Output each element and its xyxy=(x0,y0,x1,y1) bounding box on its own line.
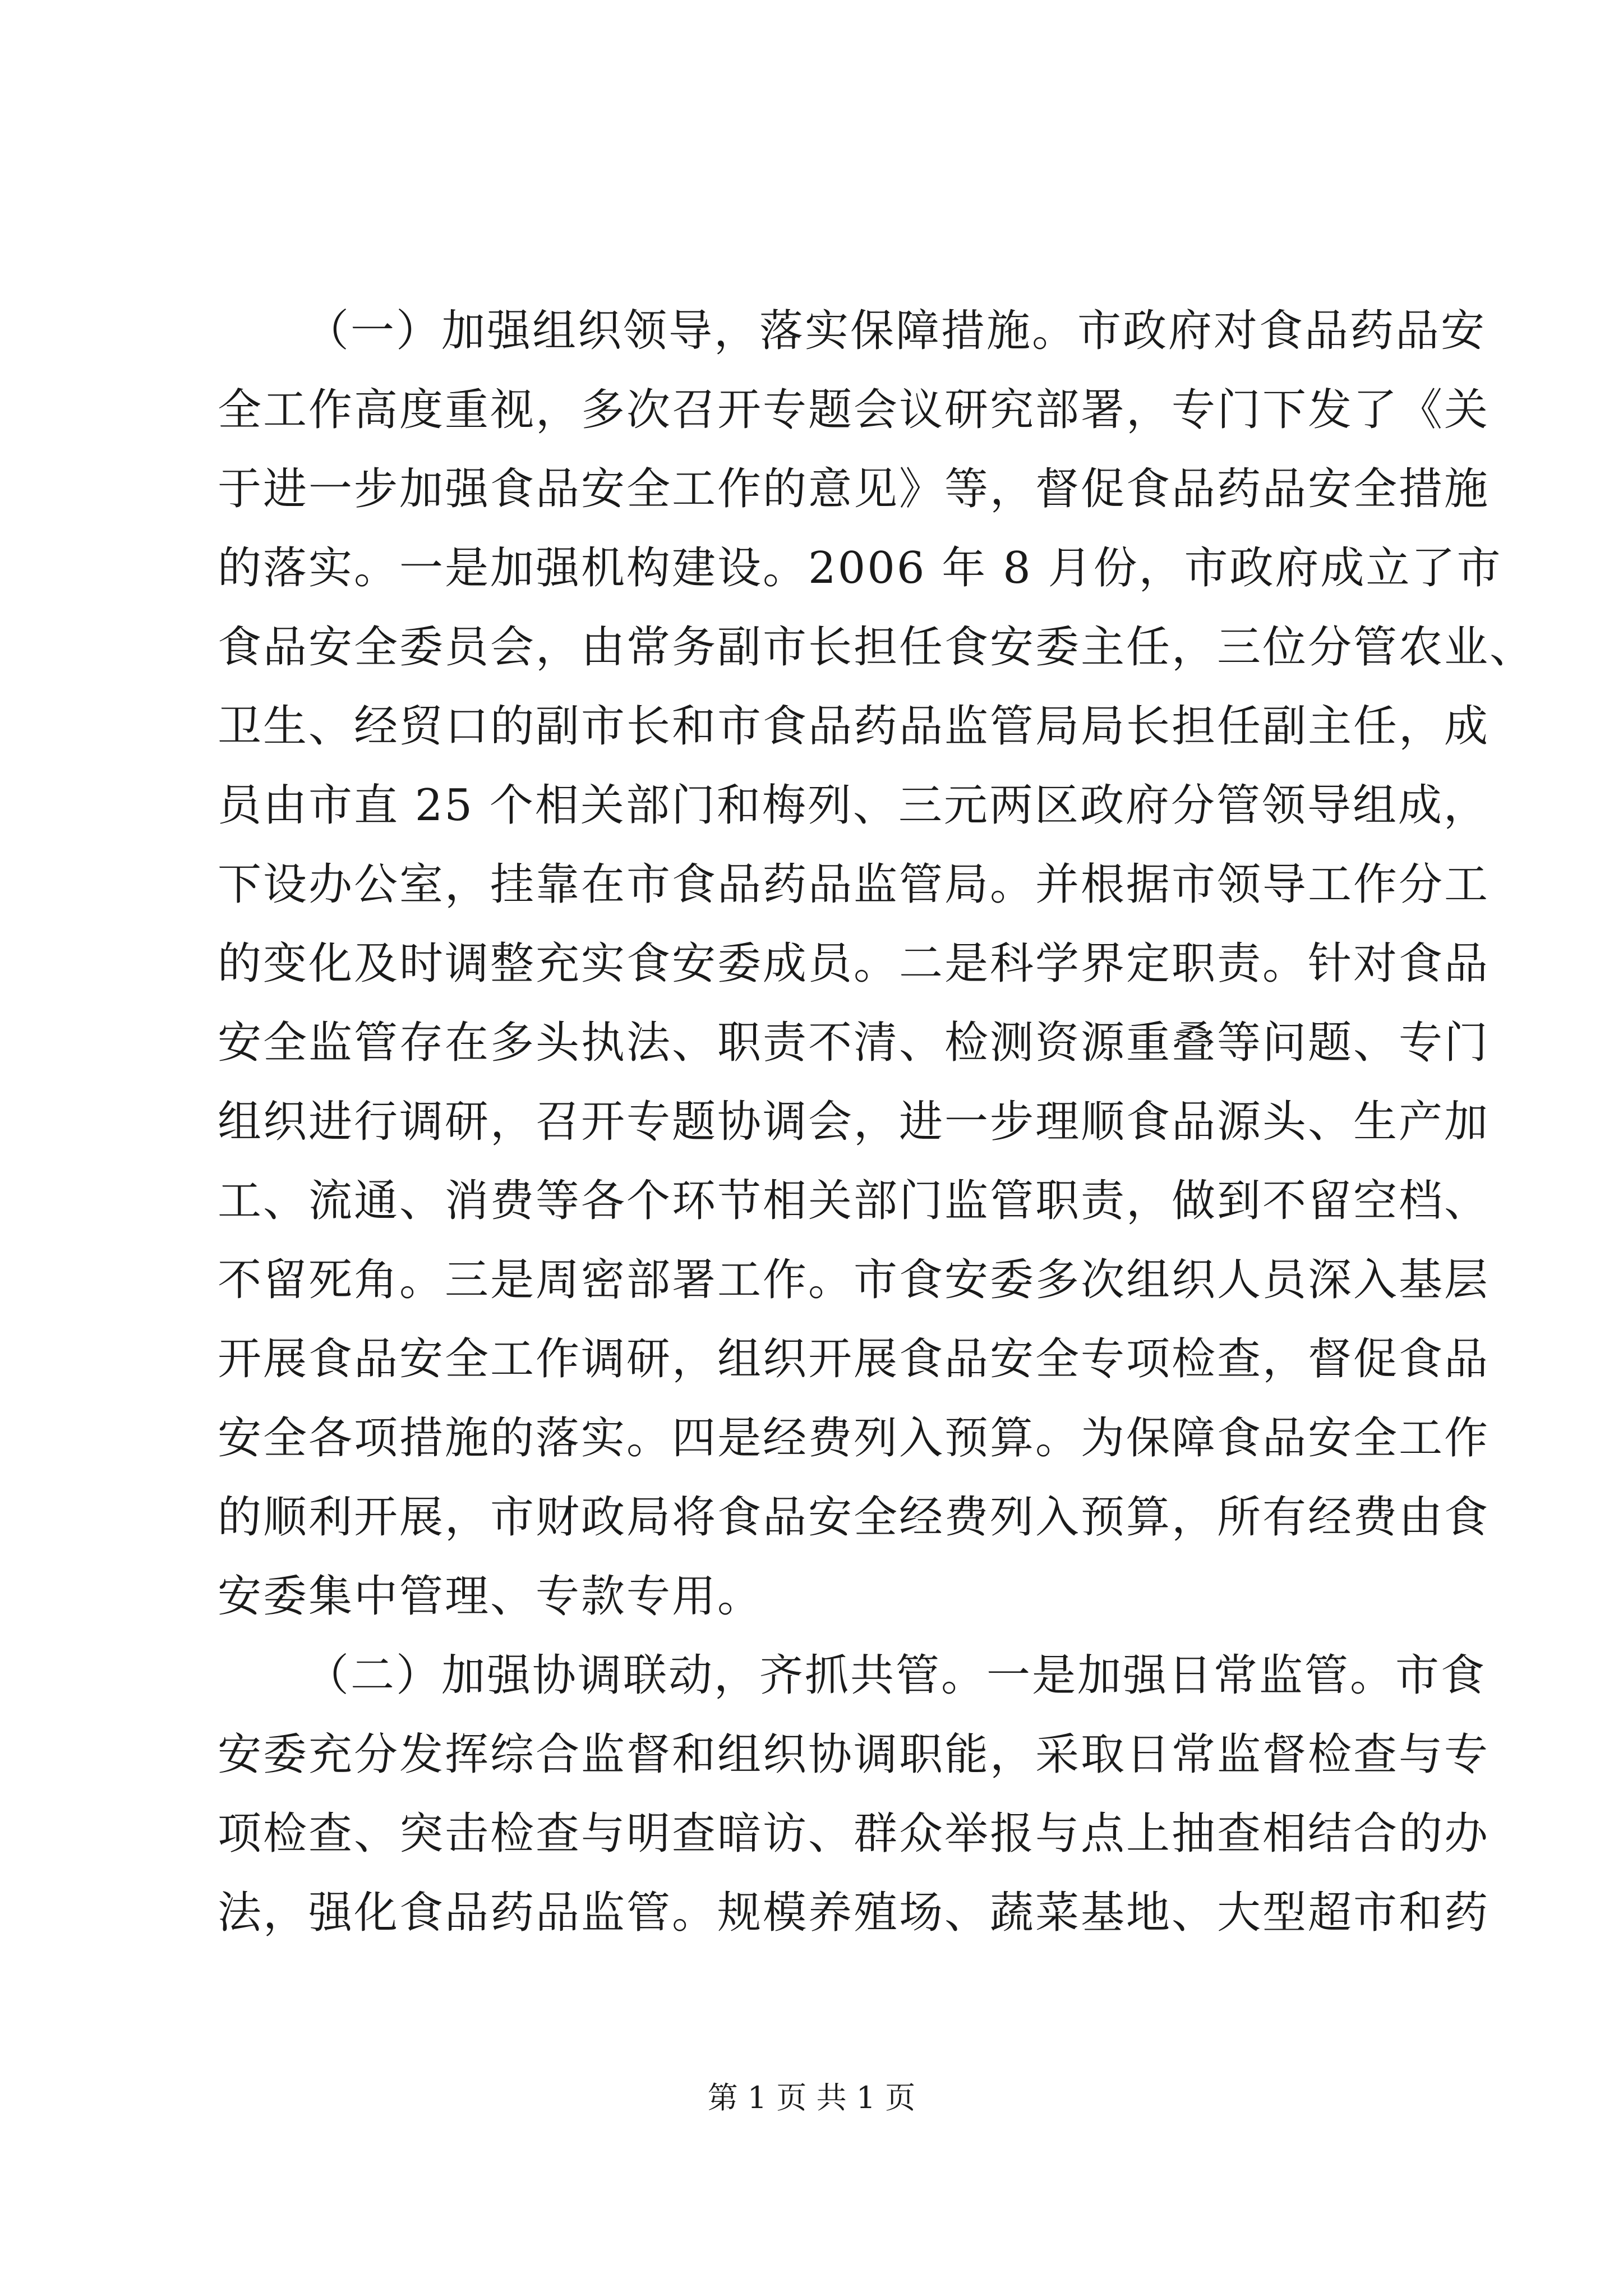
paragraph-1-line-6: 卫生、经贸口的副市长和市食品药品监管局局长担任副主任，成 xyxy=(218,701,1490,752)
paragraph-1-line-1: （一）加强组织领导，落实保障措施。市政府对食品药品安 xyxy=(305,306,1487,356)
paragraph-1-line-10: 安全监管存在多头执法、职责不清、检测资源重叠等问题、专门 xyxy=(218,1018,1490,1068)
paragraph-1-line-12: 工、流通、消费等各个环节相关部门监管职责，做到不留空档、 xyxy=(218,1176,1490,1226)
paragraph-1-line-15: 安全各项措施的落实。四是经费列入预算。为保障食品安全工作 xyxy=(218,1413,1490,1464)
paragraph-1-line-17: 安委集中管理、专款专用。 xyxy=(218,1571,763,1622)
paragraph-1-line-16: 的顺利开展，市财政局将食品安全经费列入预算，所有经费由食 xyxy=(218,1492,1490,1543)
paragraph-1-line-7: 员由市直 25 个相关部门和梅列、三元两区政府分管领导组成， xyxy=(218,780,1489,831)
paragraph-2-line-4: 法，强化食品药品监管。规模养殖场、蔬菜基地、大型超市和药 xyxy=(218,1888,1490,1938)
paragraph-1-line-13: 不留死角。三是周密部署工作。市食安委多次组织人员深入基层 xyxy=(218,1255,1490,1305)
page-footer: 第 1 页 共 1 页 xyxy=(707,2080,916,2115)
paragraph-1-line-9: 的变化及时调整充实食安委成员。二是科学界定职责。针对食品 xyxy=(218,938,1490,989)
paragraph-2-line-1: （二）加强协调联动，齐抓共管。一是加强日常监管。市食 xyxy=(305,1650,1487,1701)
paragraph-1-line-11: 组织进行调研，召开专题协调会，进一步理顺食品源头、生产加 xyxy=(218,1097,1490,1147)
paragraph-1-line-3: 于进一步加强食品安全工作的意见》等，督促食品药品安全措施 xyxy=(218,464,1490,514)
paragraph-1-line-5: 食品安全委员会，由常务副市长担任食安委主任，三位分管农业、 xyxy=(218,622,1536,673)
paragraph-2-line-2: 安委充分发挥综合监督和组织协调职能，采取日常监督检查与专 xyxy=(218,1729,1490,1780)
paragraph-1-line-2: 全工作高度重视，多次召开专题会议研究部署，专门下发了《关 xyxy=(218,385,1490,435)
paragraph-1-line-14: 开展食品安全工作调研，组织开展食品安全专项检查，督促食品 xyxy=(218,1334,1490,1384)
paragraph-1-line-8: 下设办公室，挂靠在市食品药品监管局。并根据市领导工作分工 xyxy=(218,859,1490,910)
paragraph-1-line-4: 的落实。一是加强机构建设。2006 年 8 月份，市政府成立了市 xyxy=(218,543,1502,593)
paragraph-2-line-3: 项检查、突击检查与明查暗访、群众举报与点上抽查相结合的办 xyxy=(218,1809,1490,1859)
document-body xyxy=(218,292,1536,1953)
